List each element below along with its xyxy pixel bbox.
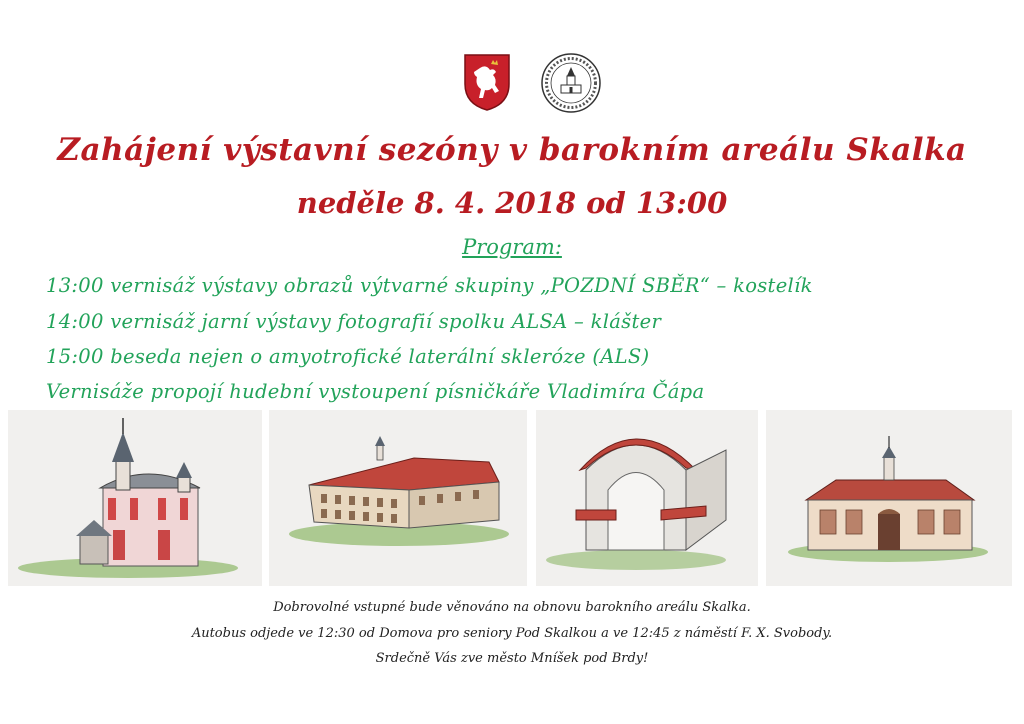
program-item: 13:00 vernisáž výstavy obrazů výtvarné skupiny „POZDNÍ SBĚR“ – kostelík	[46, 274, 813, 297]
program-heading: Program:	[462, 235, 562, 259]
gate-painting	[536, 410, 758, 586]
footer-bus-note: Autobus odjede ve 12:30 od Domova pro seniory Pod Skalkou a ve 12:45 z náměstí F. X. Svobody.	[191, 626, 833, 641]
event-date: neděle 8. 4. 2018 od 13:00	[296, 186, 728, 220]
coat-of-arms-icon	[462, 52, 512, 112]
event-title: Zahájení výstavní sezóny v barokním areálu Skalka	[57, 132, 967, 168]
program-item: 15:00 beseda nejen o amyotrofické laterální skleróze (ALS)	[46, 345, 650, 368]
association-seal-icon	[540, 52, 602, 114]
monastery-painting	[269, 410, 527, 586]
chapel-painting	[766, 410, 1012, 586]
church-painting	[8, 410, 262, 586]
footer-donation-note: Dobrovolné vstupné bude věnováno na obnovu barokního areálu Skalka.	[273, 600, 751, 615]
footer-invitation: Srdečně Vás zve město Mníšek pod Brdy!	[375, 651, 649, 666]
program-item: Vernisáže propojí hudební vystoupení písničkáře Vladimíra Čápa	[46, 380, 705, 403]
program-item: 14:00 vernisáž jarní výstavy fotografií spolku ALSA – klášter	[46, 310, 662, 333]
logos	[0, 52, 1024, 112]
paintings-row	[0, 410, 1024, 590]
